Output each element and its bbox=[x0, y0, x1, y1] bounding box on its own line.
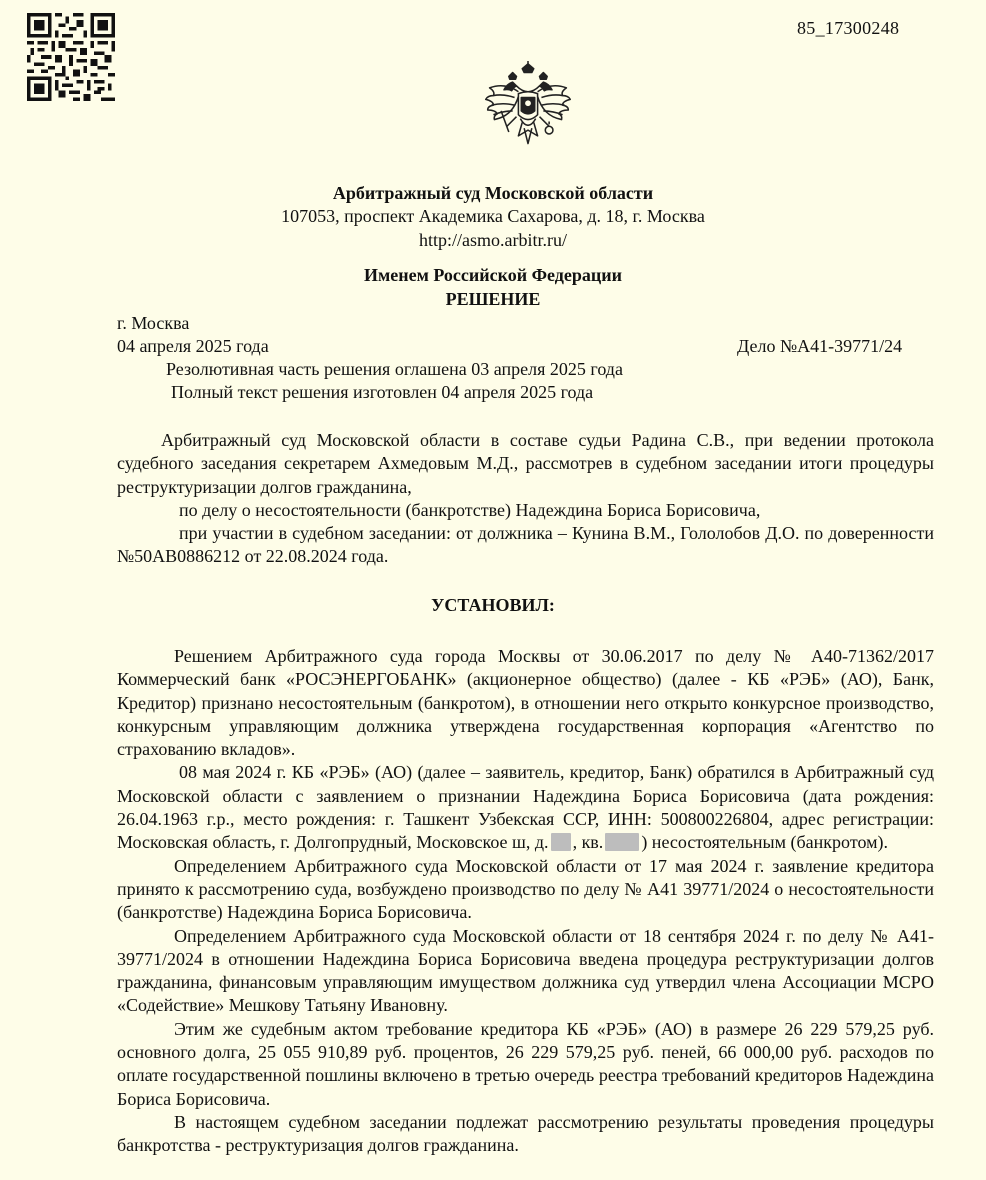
paragraph: Решением Арбитражного суда города Москвы от 30.06.2017 по делу № А40-71362/2017 Коммерческий банк «РОСЭНЕРГОБАНК» (акционерное общество) (далее - КБ «РЭБ» (АО), Банк, Кредитор) признано несостоятельным (банкротом), в отношении него открыто конкурсное производство, конкурсным управляющим должника утверждена государственная корпорация «Агентство по страхованию вкладов». bbox=[117, 646, 934, 760]
redacted-block bbox=[605, 833, 639, 851]
decision-date: 04 апреля 2025 года bbox=[117, 336, 269, 356]
double-headed-eagle-emblem-icon bbox=[480, 60, 576, 158]
court-name: Арбитражный суд Московской области bbox=[332, 183, 654, 203]
heading-in-name-of: Именем Российской Федерации bbox=[363, 265, 623, 285]
court-address: 107053, проспект Академика Сахарова, д. 18, г. Москва bbox=[281, 206, 705, 226]
redacted-block bbox=[551, 833, 571, 851]
section-title: УСТАНОВИЛ: bbox=[431, 595, 555, 615]
paragraph-text: , кв. bbox=[572, 832, 604, 853]
full-text-date: Полный текст решения изготовлен 04 апреля 2025 года bbox=[171, 382, 594, 402]
case-number: Дело №А41-39771/24 bbox=[737, 336, 903, 356]
paragraph: Этим же судебным актом требование кредитора КБ «РЭБ» (АО) в размере 26 229 579,25 руб. основного долга, 25 055 910,89 руб. процентов, 26 229 579,25 руб. пеней, 66 000,00 руб. расходов по оплате государственной пошлины включено в третью очередь реестра требований кредиторов Надеждина Бориса Борисовича. bbox=[117, 1018, 934, 1109]
paragraph: Определением Арбитражного суда Московской области от 18 сентября 2024 г. по делу № А41-39771/2024 в отношении Надеждина Бориса Борисовича введена процедура реструктуризации долгов гражданина, финансовым управляющим имуществом должника суд утвердил члена Ассоциации МСРО «Содействие» Мешкову Татьяну Ивановну. bbox=[117, 925, 934, 1016]
document-title: РЕШЕНИЕ bbox=[445, 289, 541, 309]
paragraph-text: ) несостоятельным (банкротом). bbox=[641, 832, 888, 853]
paragraph: Определением Арбитражного суда Московской области от 17 мая 2024 г. заявление кредитора принято к рассмотрению суда, возбуждено производство по делу № А41 39771/2024 о несостоятельности (банкротстве) Надеждина Бориса Борисовича. bbox=[117, 855, 934, 923]
intro-block bbox=[117, 429, 934, 569]
paragraph: по делу о несостоятельности (банкротстве) Надеждина Бориса Борисовича, bbox=[179, 499, 761, 520]
established-block bbox=[117, 645, 934, 1158]
paragraph bbox=[117, 761, 934, 854]
qr-code-icon bbox=[27, 13, 115, 101]
paragraph: при участии в судебном заседании: от должника – Кунина В.М., Гололобов Д.О. по доверенности №50АВ0886212 от 22.08.2024 года. bbox=[117, 523, 934, 567]
court-website-link[interactable]: http://asmo.arbitr.ru/ bbox=[419, 230, 567, 250]
document-number: 85_17300248 bbox=[797, 18, 900, 38]
city: г. Москва bbox=[117, 313, 190, 333]
operative-part-date: Резолютивная часть решения оглашена 03 апреля 2025 года bbox=[166, 359, 623, 379]
paragraph: В настоящем судебном заседании подлежат рассмотрению результаты проведения процедуры банкротства - реструктуризация долгов гражданина. bbox=[117, 1111, 934, 1156]
paragraph: Арбитражный суд Московской области в составе судьи Радина С.В., при ведении протокола судебного заседания секретарем Ахмедовым М.Д., рассмотрев в судебном заседании итоги процедуры реструктуризации долгов гражданина, bbox=[117, 430, 934, 497]
paragraph-text: 08 мая 2024 г. КБ «РЭБ» (АО) (далее – заявитель, кредитор, Банк) обратился в Арбитражный суд Московской области с заявлением о признании Надеждина Бориса Борисовича (дата рождения: 26.04.1963 г.р., место рождения: г. Ташкент Узбекская ССР, ИНН: 500800226804, адрес регистрации: Московская область, г. Долгопрудный, Московское ш, д. bbox=[117, 762, 934, 853]
